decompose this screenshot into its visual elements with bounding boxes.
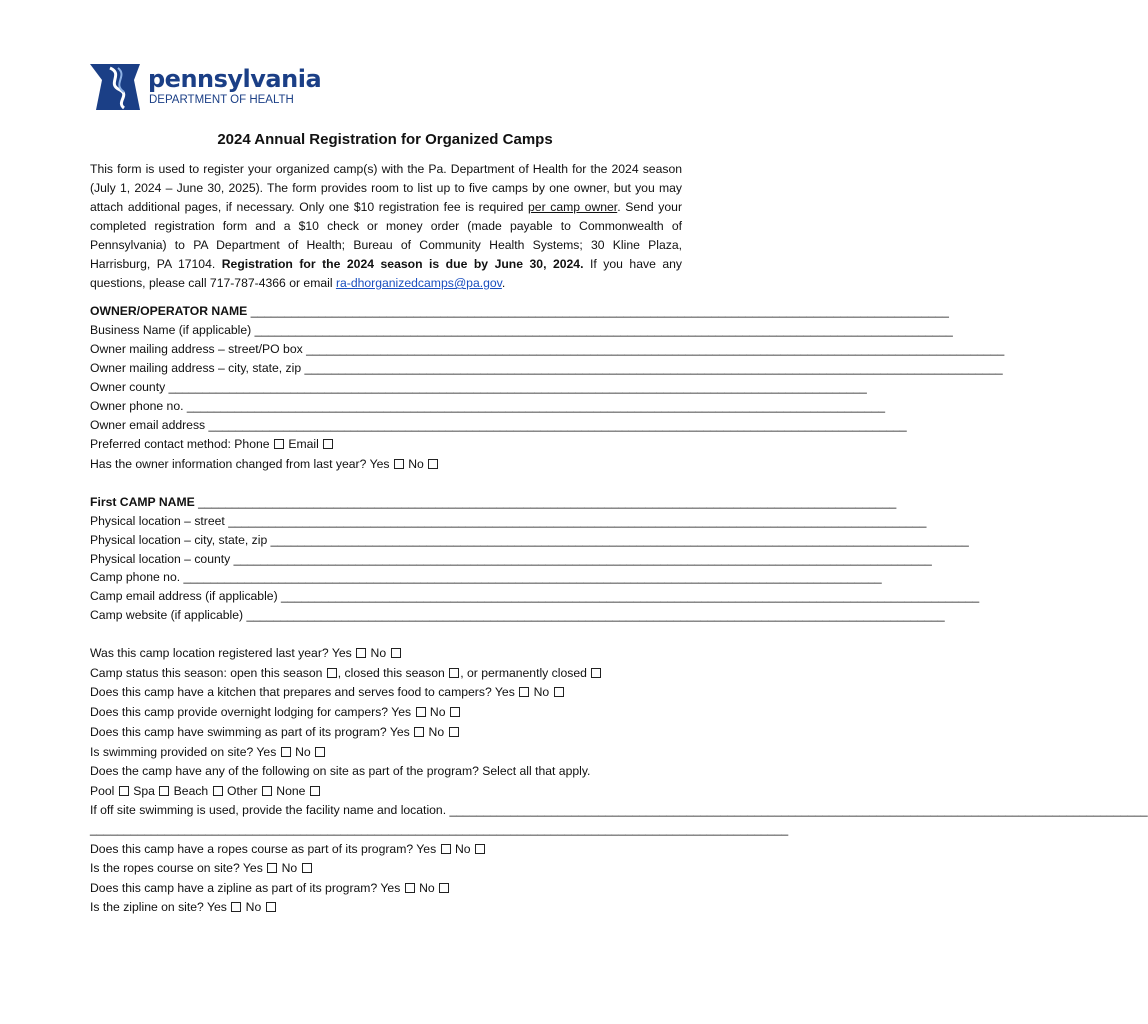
no-label: No — [533, 685, 550, 699]
owner-street-field[interactable] — [90, 340, 1005, 359]
no-label: No — [429, 705, 446, 719]
camp-county-field[interactable] — [90, 550, 932, 569]
option-label: Phone — [234, 437, 270, 451]
owner-county-field[interactable] — [90, 378, 867, 397]
question-label: Has the owner information changed from last year? — [90, 457, 367, 471]
intro-text-4: . — [501, 276, 506, 290]
pa-doh-logo — [90, 62, 330, 112]
blank-line[interactable]: _______________________________________________________________________________________________________ — [449, 803, 1148, 817]
field-label: Owner mailing address – street/PO box — [90, 342, 303, 356]
other-checkbox[interactable] — [262, 786, 272, 796]
swimming-row — [90, 723, 460, 742]
field-label: Camp phone no. — [90, 570, 181, 584]
owner-email-field[interactable] — [90, 416, 907, 435]
permanently-closed-checkbox[interactable] — [591, 668, 601, 678]
yes-label: Yes — [416, 842, 437, 856]
contact-email-link[interactable]: ra-dhorganizedcamps@pa.gov — [335, 276, 502, 290]
ropes-onsite-row — [90, 859, 313, 878]
option-label: Spa — [133, 784, 155, 798]
yes-label: Yes — [494, 685, 515, 699]
camp-email-field[interactable] — [90, 587, 980, 606]
question-label: Camp status this season: open this season — [90, 666, 323, 680]
option-label: None — [276, 784, 306, 798]
yes-checkbox[interactable] — [267, 863, 277, 873]
question-label: Does this camp have a ropes course as part of its program? — [90, 842, 414, 856]
no-label: No — [281, 861, 298, 875]
open-checkbox[interactable] — [327, 668, 337, 678]
yes-checkbox[interactable] — [356, 648, 366, 658]
blank-line[interactable]: _______________________________________________________________________________________________________ — [254, 323, 953, 337]
yes-label: Yes — [380, 881, 401, 895]
yes-checkbox[interactable] — [416, 707, 426, 717]
camp-status-row — [90, 664, 602, 683]
camp-street-field[interactable] — [90, 512, 927, 531]
question-label: Does this camp have swimming as part of its program? — [90, 725, 387, 739]
overnight-row — [90, 703, 461, 722]
no-label: No — [295, 745, 311, 759]
blank-line[interactable]: _______________________________________________________________________________________________________ — [281, 589, 980, 603]
question-label: Does this camp have a zipline as part of its program? — [90, 881, 378, 895]
blank-line[interactable]: _______________________________________________________________________________________________________ — [306, 342, 1005, 356]
no-checkbox[interactable] — [428, 459, 438, 469]
blank-line[interactable]: _______________________________________________________________________________________________________ — [246, 608, 945, 622]
field-label: Physical location – city, state, zip — [90, 533, 268, 547]
field-label: Camp website (if applicable) — [90, 608, 244, 622]
registered-row — [90, 644, 402, 663]
fee-note: per camp owner — [528, 200, 618, 214]
yes-label: Yes — [389, 725, 410, 739]
beach-checkbox[interactable] — [213, 786, 223, 796]
business-name-field[interactable] — [90, 321, 953, 340]
yes-checkbox[interactable] — [414, 727, 424, 737]
question-label: Was this camp location registered last year? — [90, 646, 329, 660]
yes-checkbox[interactable] — [231, 902, 241, 912]
option-label: Email — [288, 437, 319, 451]
blank-line[interactable]: _______________________________________________________________________________________________________ — [198, 495, 897, 509]
blank-line[interactable]: _______________________________________________________________________________________________________ — [228, 514, 927, 528]
zipline-onsite-row — [90, 898, 277, 917]
blank-line[interactable]: _______________________________________________________________________________________________________ — [186, 399, 886, 413]
field-label: Camp email address (if applicable) — [90, 589, 278, 603]
kitchen-row — [90, 683, 565, 702]
no-label: No — [408, 457, 424, 471]
option-label: , or permanently closed — [460, 666, 587, 680]
field-label: Business Name (if applicable) — [90, 323, 252, 337]
blank-line[interactable]: _______________________________________________________________________________________________________ — [208, 418, 907, 432]
no-checkbox[interactable] — [554, 687, 564, 697]
phone-checkbox[interactable] — [274, 439, 284, 449]
yes-checkbox[interactable] — [441, 844, 451, 854]
question-label: Is the ropes course on site? — [90, 861, 240, 875]
yes-label: Yes — [331, 646, 352, 660]
blank-line[interactable]: _______________________________________________________________________________________________________ — [250, 304, 949, 318]
spa-checkbox[interactable] — [159, 786, 169, 796]
field-label: Physical location – street — [90, 514, 225, 528]
owner-changed-row — [90, 455, 439, 474]
logo-department: DEPARTMENT OF HEALTH — [149, 94, 294, 106]
yes-label: Yes — [369, 457, 390, 471]
no-label: No — [419, 881, 435, 895]
option-label: Other — [227, 784, 258, 798]
no-checkbox[interactable] — [439, 883, 449, 893]
email-checkbox[interactable] — [323, 439, 333, 449]
no-checkbox[interactable] — [266, 902, 276, 912]
yes-checkbox[interactable] — [281, 747, 291, 757]
field-label: Owner email address — [90, 418, 206, 432]
deadline-note: Registration for the 2024 season is due by June 30, 2024. — [221, 257, 584, 271]
option-label: Beach — [173, 784, 209, 798]
yes-checkbox[interactable] — [405, 883, 415, 893]
no-checkbox[interactable] — [391, 648, 401, 658]
blank-line[interactable]: _______________________________________________________________________________________________________ — [233, 552, 932, 566]
owner-phone-field[interactable] — [90, 397, 886, 416]
swim-onsite-row — [90, 743, 326, 762]
form-title: 2024 Annual Registration for Organized Camps — [217, 131, 553, 148]
field-label: Owner county — [90, 380, 166, 394]
contact-method-row — [90, 435, 334, 454]
logo-wordmark: pennsylvania — [148, 65, 322, 93]
question-label: If off site swimming is used, provide the facility name and location. — [90, 803, 447, 817]
no-label: No — [245, 900, 262, 914]
question-label: Does this camp have a kitchen that prepares and serves food to campers? — [90, 685, 492, 699]
option-label: , closed this season — [337, 666, 445, 680]
camp-phone-field[interactable] — [90, 568, 882, 587]
yes-label: Yes — [256, 745, 277, 759]
no-label: No — [428, 725, 445, 739]
yes-label: Yes — [207, 900, 227, 914]
yes-checkbox[interactable] — [519, 687, 529, 697]
blank-line[interactable]: _______________________________________________________________________________________________________ — [304, 361, 1003, 375]
camp-website-field[interactable] — [90, 606, 945, 625]
no-checkbox[interactable] — [315, 747, 325, 757]
camp-name-field[interactable] — [90, 493, 897, 512]
question-label: Is swimming provided on site? — [90, 745, 254, 759]
intro-text-3: If you have any questions, please call 717-787-4366 or email — [90, 257, 682, 290]
keystone-icon — [90, 62, 146, 112]
no-checkbox[interactable] — [302, 863, 312, 873]
intro-paragraph — [90, 160, 682, 293]
no-checkbox[interactable] — [449, 727, 459, 737]
owner-heading: OWNER/OPERATOR NAME — [90, 304, 248, 318]
camp-city-field[interactable] — [90, 531, 969, 550]
intro-text-2: . Send your completed registration form and a $10 check or money order (made payable to Commonwealth of Pennsylvania) to PA Department of Health; Bureau of Community Health Systems; 30 Kline Plaza, Harrisburg, PA 17104. — [90, 200, 682, 271]
field-label: Preferred contact method: — [90, 437, 231, 451]
field-label: Owner phone no. — [90, 399, 184, 413]
facility-options-row — [90, 782, 321, 801]
blank-line[interactable]: _______________________________________________________________________________________________________ — [183, 570, 882, 584]
intro-text-1: This form is used to register your organized camp(s) with the Pa. Department of Health for the 2024 season (July 1, 2024 – June 30, 2025). The form provides room to list up to five camps by one owner, but you may attach additional pages, if necessary. Only one $10 registration fee is required — [90, 162, 682, 214]
ropes-row — [90, 840, 486, 859]
owner-name-field[interactable] — [90, 302, 949, 321]
field-label: Owner mailing address – city, state, zip — [90, 361, 302, 375]
offsite-facility-line-2[interactable] — [90, 820, 789, 839]
yes-checkbox[interactable] — [394, 459, 404, 469]
question-label: Does the camp have any of the following on site as part of the program? Select all that apply. — [90, 764, 591, 778]
no-checkbox[interactable] — [475, 844, 485, 854]
question-label: Does this camp provide overnight lodging for campers? — [90, 705, 389, 719]
pool-checkbox[interactable] — [119, 786, 129, 796]
yes-label: Yes — [391, 705, 412, 719]
blank-line[interactable]: _______________________________________________________________________________________________________ — [90, 822, 789, 836]
no-label: No — [454, 842, 471, 856]
no-label: No — [370, 646, 387, 660]
yes-label: Yes — [242, 861, 263, 875]
blank-line[interactable]: _______________________________________________________________________________________________________ — [270, 533, 969, 547]
camp-heading: First CAMP NAME — [90, 495, 195, 509]
no-checkbox[interactable] — [450, 707, 460, 717]
blank-line[interactable]: _______________________________________________________________________________________________________ — [168, 380, 867, 394]
question-label: Is the zipline on site? — [90, 900, 204, 914]
zipline-row — [90, 879, 450, 898]
field-label: Physical location – county — [90, 552, 231, 566]
following-row — [90, 762, 590, 781]
none-checkbox[interactable] — [310, 786, 320, 796]
closed-checkbox[interactable] — [449, 668, 459, 678]
owner-city-field[interactable] — [90, 359, 1003, 378]
option-label: Pool — [90, 784, 115, 798]
offsite-facility-field[interactable] — [90, 801, 1148, 820]
